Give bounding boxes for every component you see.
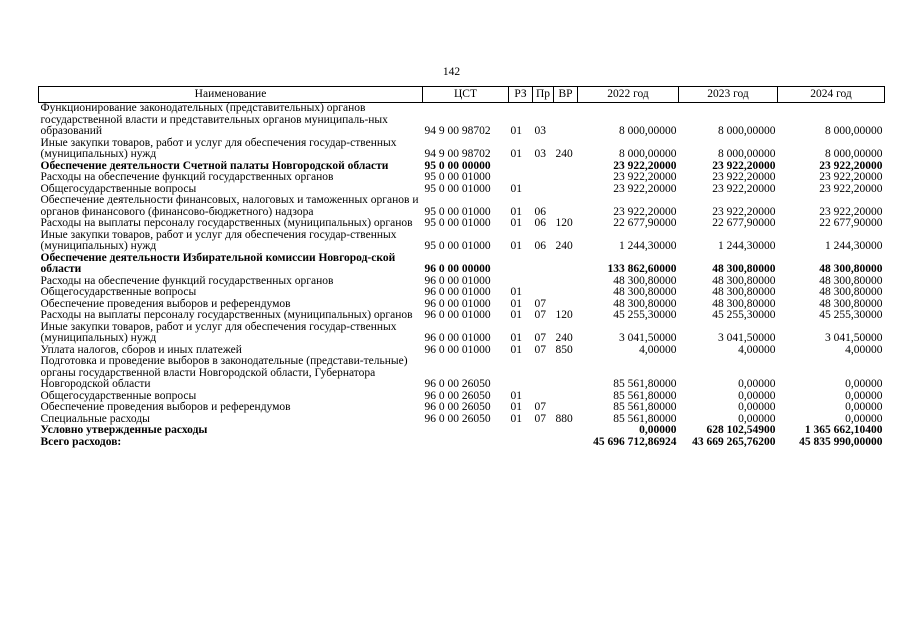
cell-y2024: 0,00000 <box>845 412 883 425</box>
cell-y2023: 48 300,80000 <box>712 286 776 298</box>
cell-rz: 01 <box>510 148 522 160</box>
cell-rz: 01 <box>510 401 522 413</box>
cell-y2024: 4,00000 <box>845 343 883 356</box>
cell-name: Расходы на обеспечение функций государственных органов <box>40 171 334 183</box>
header-row <box>39 87 885 103</box>
cell-y2023: 0,00000 <box>738 412 776 425</box>
table-row <box>39 172 885 184</box>
table-row <box>39 103 885 138</box>
cell-y2024: 48 300,80000 <box>819 286 883 298</box>
cell-name: Обеспечение деятельности Счетной палаты Новгородской области <box>40 159 389 172</box>
cell-rz: 01 <box>510 389 522 402</box>
cell-y2024: 23 922,20000 <box>819 182 883 195</box>
cell-y2024: 23 922,20000 <box>819 159 883 172</box>
cell-name: Общегосударственные вопросы <box>40 182 197 195</box>
table-row <box>39 195 885 218</box>
cell-y2023: 23 922,20000 <box>712 182 776 195</box>
cell-y2024: 0,00000 <box>845 378 883 390</box>
cell-code: 95 0 00 01000 <box>424 171 491 183</box>
cell-pr <box>533 425 554 437</box>
cell-code: 96 0 00 01000 <box>424 332 491 344</box>
cell-pr <box>533 172 554 184</box>
cell-y2024: 8 000,00000 <box>825 148 883 160</box>
cell-y2022: 85 561,80000 <box>613 389 677 402</box>
cell-pr: 03 <box>534 148 546 160</box>
cell-code: 95 0 00 01000 <box>424 217 491 229</box>
cell-name: Всего расходов: <box>40 435 122 448</box>
cell-y2022: 48 300,80000 <box>613 286 677 298</box>
cell-y2022: 85 561,80000 <box>613 401 677 413</box>
cell-y2022: 8 000,00000 <box>619 125 677 137</box>
cell-pr: 06 <box>534 205 546 218</box>
cell-vr <box>554 276 578 288</box>
cell-y2022: 45 255,30000 <box>613 309 677 321</box>
cell-rz: 01 <box>510 286 522 298</box>
table-row <box>39 253 885 276</box>
cell-y2022: 23 922,20000 <box>613 205 677 218</box>
cell-code: 96 0 00 26050 <box>424 401 491 413</box>
cell-rz: 01 <box>510 343 522 356</box>
cell-y2024: 1 365 662,10400 <box>804 424 883 436</box>
cell-pr: 07 <box>534 297 546 310</box>
table-row <box>39 437 885 449</box>
cell-name: Расходы на выплаты персоналу государственных (муниципальных) органов <box>40 309 413 321</box>
cell-y2023: 48 300,80000 <box>712 297 776 310</box>
cell-rz <box>509 172 533 184</box>
cell-pr <box>533 437 554 449</box>
cell-y2024: 3 041,50000 <box>825 332 883 344</box>
cell-code: 96 0 00 26050 <box>424 378 491 390</box>
cell-code <box>423 425 509 437</box>
cell-vr <box>554 253 578 276</box>
header-pr: Пр <box>533 87 554 103</box>
table-row <box>39 218 885 230</box>
cell-name: Иные закупки товаров, работ и услуг для обеспечения государ-ственных (муниципальных) нужд <box>40 136 397 160</box>
cell-name: Обеспечение деятельности Избирательной комиссии Новгород-ской области <box>40 251 396 275</box>
cell-pr <box>533 276 554 288</box>
cell-pr: 06 <box>534 217 546 229</box>
budget-table <box>38 86 885 448</box>
cell-name: Подготовка и проведение выборов в законодательные (представи-тельные) органы государственной власти Новгородской области, Губернатора Новгородской области <box>40 355 408 390</box>
cell-pr <box>533 287 554 299</box>
cell-y2022: 23 922,20000 <box>613 159 677 172</box>
cell-rz: 01 <box>510 309 522 321</box>
cell-pr: 07 <box>534 343 546 356</box>
cell-name: Общегосударственные вопросы <box>40 286 197 298</box>
cell-y2023: 23 922,20000 <box>712 171 776 183</box>
cell-code: 96 0 00 00000 <box>424 263 491 275</box>
cell-rz: 01 <box>510 412 522 425</box>
header-code: ЦСТ <box>423 87 509 103</box>
header-2022: 2022 год <box>578 87 679 103</box>
cell-name: Обеспечение деятельности финансовых, налоговых и таможенных органов и органов финансового (финансово-бюджетного) надзора <box>40 194 419 218</box>
cell-y2022: 1 244,30000 <box>619 240 677 252</box>
cell-y2022: 85 561,80000 <box>613 378 677 390</box>
cell-y2023: 43 669 265,76200 <box>692 435 776 448</box>
cell-rz: 01 <box>510 240 522 252</box>
table-body <box>39 103 885 449</box>
cell-rz: 01 <box>510 182 522 195</box>
cell-y2023: 1 244,30000 <box>718 240 776 252</box>
cell-rz <box>509 161 533 173</box>
cell-vr <box>554 103 578 138</box>
cell-code: 95 0 00 00000 <box>424 159 491 172</box>
cell-name: Обеспечение проведения выборов и референдумов <box>40 401 291 413</box>
cell-rz <box>509 356 533 391</box>
cell-rz: 01 <box>510 332 522 344</box>
cell-vr: 240 <box>555 332 573 344</box>
cell-pr <box>533 356 554 391</box>
cell-y2022: 0,00000 <box>639 424 677 436</box>
cell-code: 96 0 00 01000 <box>424 309 491 321</box>
cell-vr <box>554 402 578 414</box>
cell-y2024: 0,00000 <box>845 389 883 402</box>
cell-vr <box>554 172 578 184</box>
page-number: 142 <box>442 66 461 78</box>
cell-pr: 03 <box>534 125 546 137</box>
cell-y2022: 85 561,80000 <box>613 412 677 425</box>
cell-y2023: 3 041,50000 <box>718 332 776 344</box>
table-row <box>39 322 885 345</box>
header-2023: 2023 год <box>679 87 778 103</box>
cell-y2024: 23 922,20000 <box>819 171 883 183</box>
cell-name: Уплата налогов, сборов и иных платежей <box>40 343 242 356</box>
cell-code: 95 0 00 01000 <box>424 182 491 195</box>
cell-code: 96 0 00 01000 <box>424 343 491 356</box>
cell-code <box>423 437 509 449</box>
cell-y2024: 48 300,80000 <box>819 263 883 275</box>
cell-vr <box>554 425 578 437</box>
cell-vr <box>554 195 578 218</box>
header-rz: РЗ <box>509 87 533 103</box>
cell-code: 94 9 00 98702 <box>424 125 491 137</box>
table-row <box>39 138 885 161</box>
table-row <box>39 230 885 253</box>
cell-pr <box>533 253 554 276</box>
cell-code: 96 0 00 01000 <box>424 286 491 298</box>
table-row <box>39 356 885 391</box>
cell-vr <box>554 391 578 403</box>
cell-rz: 01 <box>510 217 522 229</box>
cell-y2023: 0,00000 <box>738 389 776 402</box>
cell-rz: 01 <box>510 205 522 218</box>
cell-vr <box>554 184 578 196</box>
cell-name: Расходы на выплаты персоналу государственных (муниципальных) органов <box>40 217 413 229</box>
table-row <box>39 287 885 299</box>
cell-name: Специальные расходы <box>40 412 150 425</box>
cell-y2022: 45 696 712,86924 <box>593 435 677 448</box>
cell-code: 96 0 00 26050 <box>424 412 491 425</box>
cell-y2022: 8 000,00000 <box>619 148 677 160</box>
cell-vr <box>554 437 578 449</box>
cell-code: 96 0 00 01000 <box>424 297 491 310</box>
cell-y2023: 23 922,20000 <box>712 205 776 218</box>
cell-y2022: 48 300,80000 <box>613 297 677 310</box>
cell-y2023: 628 102,54900 <box>706 424 776 436</box>
cell-y2023: 8 000,00000 <box>718 125 776 137</box>
cell-name: Обеспечение проведения выборов и референдумов <box>40 297 291 310</box>
cell-y2022: 22 677,90000 <box>613 217 677 229</box>
cell-name: Функционирование законодательных (представительных) органов государственной власти и представительных органов муниципаль-ных образований <box>40 102 388 137</box>
cell-y2024: 45 255,30000 <box>819 309 883 321</box>
cell-name: Иные закупки товаров, работ и услуг для обеспечения государ-ственных (муниципальных) нужд <box>40 320 397 344</box>
cell-y2024: 0,00000 <box>845 401 883 413</box>
cell-vr: 850 <box>555 343 573 356</box>
cell-pr: 06 <box>534 240 546 252</box>
cell-rz <box>509 253 533 276</box>
cell-pr: 07 <box>534 309 546 321</box>
cell-rz: 01 <box>510 297 522 310</box>
table-row <box>39 425 885 437</box>
cell-code: 95 0 00 01000 <box>424 240 491 252</box>
cell-y2024: 8 000,00000 <box>825 125 883 137</box>
cell-y2023: 4,00000 <box>738 343 776 356</box>
cell-y2024: 48 300,80000 <box>819 274 883 287</box>
cell-y2023: 48 300,80000 <box>712 263 776 275</box>
cell-vr: 880 <box>555 412 573 425</box>
cell-pr <box>533 161 554 173</box>
header-vr: ВР <box>554 87 578 103</box>
cell-y2022: 23 922,20000 <box>613 182 677 195</box>
cell-pr: 07 <box>534 332 546 344</box>
cell-rz: 01 <box>510 125 522 137</box>
cell-name: Иные закупки товаров, работ и услуг для обеспечения государ-ственных (муниципальных) нужд <box>40 228 397 252</box>
cell-code: 94 9 00 98702 <box>424 148 491 160</box>
cell-code: 96 0 00 01000 <box>424 274 491 287</box>
cell-y2022: 133 862,60000 <box>607 263 677 275</box>
cell-y2023: 0,00000 <box>738 378 776 390</box>
cell-rz <box>509 437 533 449</box>
cell-name: Расходы на обеспечение функций государственных органов <box>40 274 334 287</box>
table-row <box>39 402 885 414</box>
cell-y2023: 8 000,00000 <box>718 148 776 160</box>
cell-y2023: 48 300,80000 <box>712 274 776 287</box>
cell-y2023: 0,00000 <box>738 401 776 413</box>
cell-vr: 120 <box>555 309 573 321</box>
cell-vr <box>554 161 578 173</box>
cell-code: 96 0 00 26050 <box>424 389 491 402</box>
cell-vr <box>554 356 578 391</box>
cell-code: 95 0 00 01000 <box>424 205 491 218</box>
cell-y2024: 48 300,80000 <box>819 297 883 310</box>
cell-y2022: 3 041,50000 <box>619 332 677 344</box>
cell-name: Общегосударственные вопросы <box>40 389 197 402</box>
header-name: Наименование <box>39 87 423 103</box>
cell-y2024: 22 677,90000 <box>819 217 883 229</box>
cell-y2024: 23 922,20000 <box>819 205 883 218</box>
cell-vr <box>554 287 578 299</box>
cell-rz <box>509 425 533 437</box>
cell-pr: 07 <box>534 412 546 425</box>
cell-pr <box>533 184 554 196</box>
cell-vr: 120 <box>555 217 573 229</box>
cell-name: Условно утвержденные расходы <box>40 424 208 436</box>
cell-y2024: 45 835 990,00000 <box>799 435 883 448</box>
header-2024: 2024 год <box>778 87 885 103</box>
cell-pr: 07 <box>534 401 546 413</box>
cell-y2022: 48 300,80000 <box>613 274 677 287</box>
cell-vr: 240 <box>555 148 573 160</box>
cell-vr: 240 <box>555 240 573 252</box>
cell-y2023: 45 255,30000 <box>712 309 776 321</box>
cell-y2022: 23 922,20000 <box>613 171 677 183</box>
cell-y2023: 23 922,20000 <box>712 159 776 172</box>
cell-y2023: 22 677,90000 <box>712 217 776 229</box>
cell-y2024: 1 244,30000 <box>825 240 883 252</box>
cell-y2022: 4,00000 <box>639 343 677 356</box>
table-row <box>39 310 885 322</box>
